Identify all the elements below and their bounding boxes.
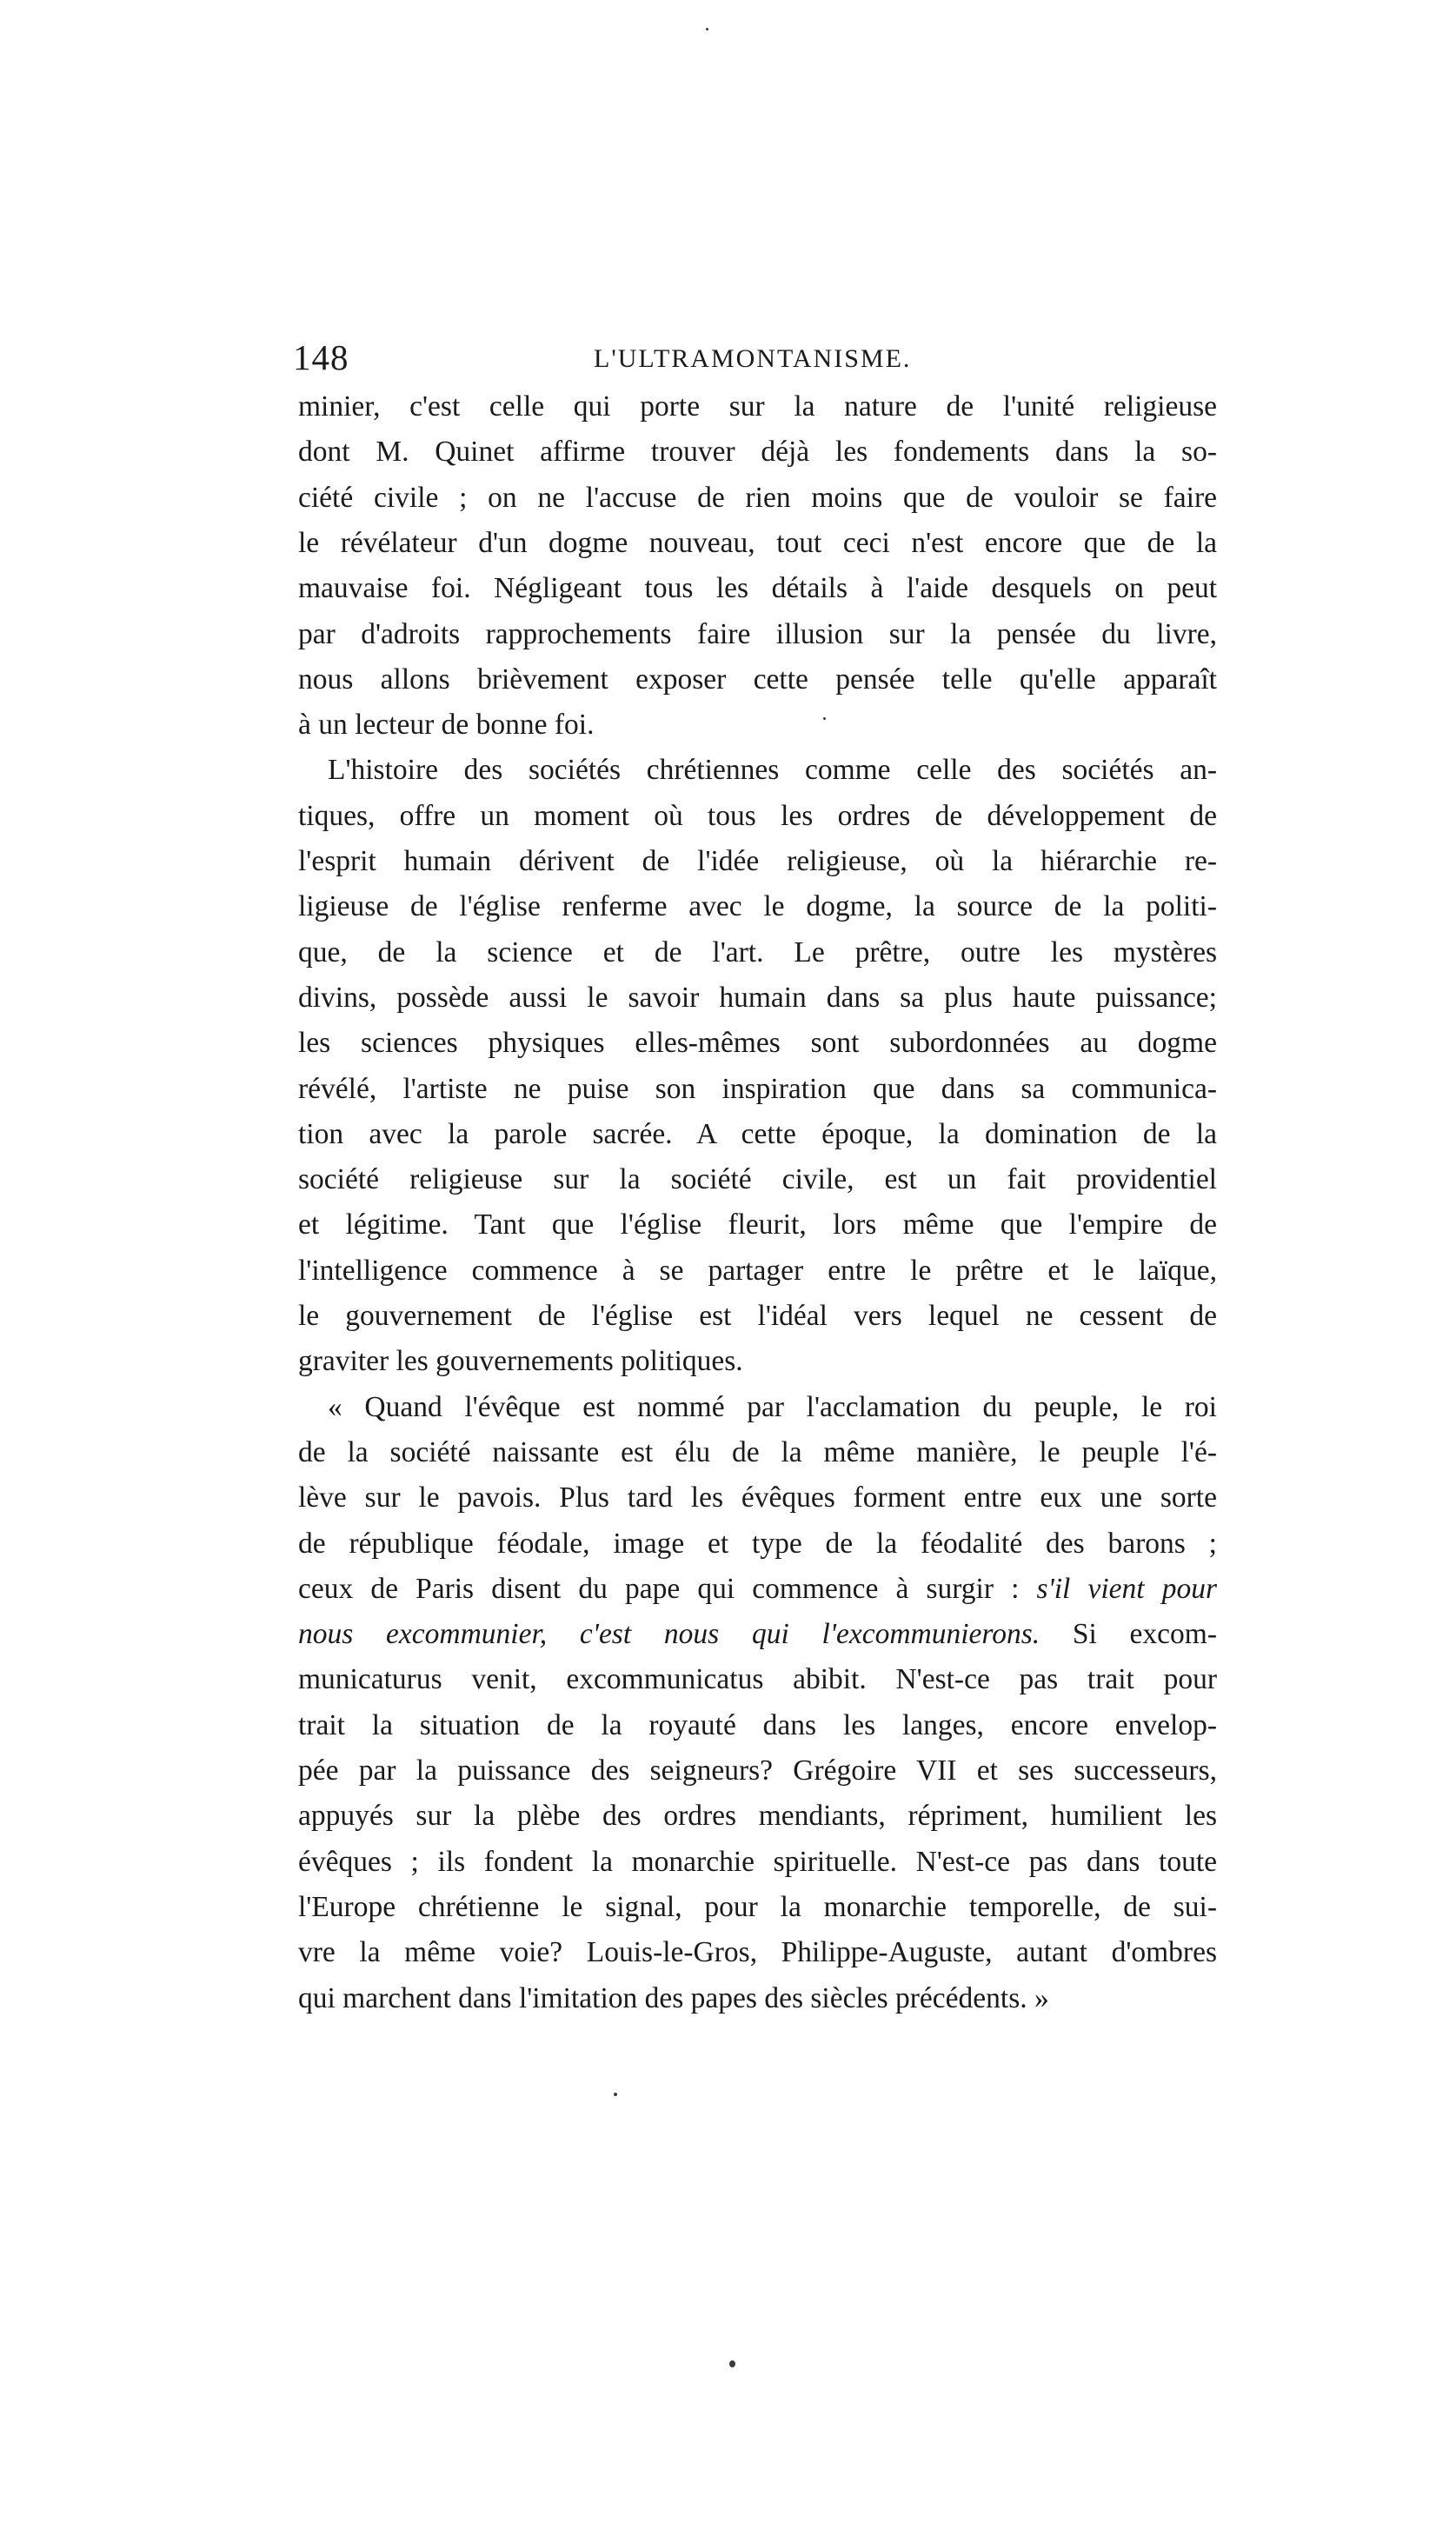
text-run: qui marchent dans l'imitation des papes des siècles précédents. » <box>298 1981 1049 2014</box>
text-line <box>298 839 1217 884</box>
text-line <box>328 1385 1217 1430</box>
text-run: ciété civile ; on ne l'accuse de rien moins que de vouloir se faire <box>298 481 1217 514</box>
text-line <box>298 1703 1217 1748</box>
text-line <box>328 748 1217 793</box>
running-title: L'ULTRAMONTANISME. <box>594 344 912 373</box>
text-run: tiques, offre un moment où tous les ordres de développement de <box>298 799 1217 832</box>
text-run: mauvaise foi. Négligeant tous les détails à l'aide desquels on peut <box>298 572 1217 605</box>
text-line <box>298 1157 1217 1202</box>
text-run: ligieuse de l'église renferme avec le dogme, la source de la politi- <box>298 890 1217 923</box>
text-run: ceux de Paris disent du pape qui commence à surgir : <box>298 1572 1037 1605</box>
text-line <box>298 476 1217 521</box>
text-run: graviter les gouvernements politiques. <box>298 1345 743 1378</box>
text-run: minier, c'est celle qui porte sur la nature de l'unité religieuse <box>298 390 1217 423</box>
text-run: que, de la science et de l'art. Le prêtre, outre les mystères <box>298 935 1217 969</box>
text-line <box>298 975 1217 1021</box>
text-run: l'esprit humain dérivent de l'idée religieuse, où la hiérarchie re- <box>298 845 1217 877</box>
ink-speck <box>706 28 708 30</box>
text-line <box>298 1475 1217 1521</box>
italic-text: nous excommunier, c'est nous qui l'excommunierons. <box>298 1618 1040 1651</box>
text-line <box>298 1567 1217 1612</box>
text-run: municaturus venit, excommunicatus abibit. N'est-ce pas trait pour <box>298 1663 1217 1696</box>
italic-text: s'il vient pour <box>1036 1572 1217 1605</box>
text-run: nous allons brièvement exposer cette pensée telle qu'elle apparaît <box>298 662 1217 696</box>
text-run: vre la même voie? Louis-le-Gros, Philippe-Auguste, autant d'ombres <box>298 1936 1217 1969</box>
text-line <box>298 1294 1217 1339</box>
text-line <box>298 1612 1217 1657</box>
text-line <box>298 1794 1217 1839</box>
ink-speck <box>614 2093 617 2096</box>
text-run: L'histoire des sociétés chrétiennes comme celle des sociétés an- <box>328 754 1217 787</box>
text-run: de la société naissante est élu de la même manière, le peuple l'é- <box>298 1435 1217 1468</box>
body-text <box>298 384 1217 2036</box>
text-line <box>298 521 1217 566</box>
text-line <box>298 794 1217 839</box>
text-line <box>298 1976 1217 2021</box>
text-run: révélé, l'artiste ne puise son inspiration que dans sa communica- <box>298 1072 1217 1105</box>
text-line <box>298 702 1217 748</box>
page-header <box>293 336 1214 379</box>
text-line <box>298 930 1217 975</box>
text-line <box>298 1430 1217 1475</box>
text-line <box>298 1021 1217 1066</box>
text-run: pée par la puissance des seigneurs? Grégoire VII et ses successeurs, <box>298 1754 1217 1787</box>
page-number: 148 <box>293 337 349 377</box>
text-run: à un lecteur de bonne foi. <box>298 709 595 742</box>
text-line <box>298 1112 1217 1157</box>
text-run: le révélateur d'un dogme nouveau, tout ceci n'est encore que de la <box>298 526 1217 559</box>
text-run: « Quand l'évêque est nommé par l'acclamation du peuple, le roi <box>328 1390 1217 1423</box>
text-run: Si excom- <box>1040 1618 1218 1651</box>
text-line <box>298 1339 1217 1384</box>
text-run: trait la situation de la royauté dans les langes, encore envelop- <box>298 1708 1217 1741</box>
text-run: l'Europe chrétienne le signal, pour la monarchie temporelle, de sui- <box>298 1890 1217 1923</box>
text-line <box>298 1885 1217 1930</box>
ink-speck <box>729 2360 735 2367</box>
text-run: par d'adroits rapprochements faire illusion sur la pensée du livre, <box>298 617 1217 650</box>
text-line <box>298 1748 1217 1794</box>
text-line <box>298 566 1217 611</box>
text-line <box>298 657 1217 702</box>
text-line <box>298 1067 1217 1112</box>
text-line <box>298 1248 1217 1294</box>
text-line <box>298 884 1217 929</box>
text-line <box>298 1657 1217 1702</box>
text-line <box>298 1930 1217 1975</box>
text-run: et légitime. Tant que l'église fleurit, lors même que l'empire de <box>298 1208 1217 1242</box>
text-line <box>298 1202 1217 1248</box>
text-run: lève sur le pavois. Plus tard les évêques forment entre eux une sorte <box>298 1481 1217 1514</box>
text-run: appuyés sur la plèbe des ordres mendiants, répriment, humilient les <box>298 1800 1217 1833</box>
text-run: de république féodale, image et type de la féodalité des barons ; <box>298 1527 1217 1560</box>
text-run: dont M. Quinet affirme trouver déjà les fondements dans la so- <box>298 436 1217 469</box>
text-run: les sciences physiques elles-mêmes sont subordonnées au dogme <box>298 1027 1217 1060</box>
text-line <box>298 429 1217 475</box>
text-line <box>298 1521 1217 1567</box>
text-run: société religieuse sur la société civile, est un fait providentiel <box>298 1163 1217 1196</box>
text-run: l'intelligence commence à se partager entre le prêtre et le laïque, <box>298 1254 1217 1287</box>
text-line <box>298 384 1217 429</box>
text-run: évêques ; ils fondent la monarchie spirituelle. N'est-ce pas dans toute <box>298 1845 1217 1878</box>
text-run: le gouvernement de l'église est l'idéal vers lequel ne cessent de <box>298 1300 1217 1332</box>
text-run: divins, possède aussi le savoir humain dans sa plus haute puissance; <box>298 981 1217 1014</box>
text-line <box>298 612 1217 657</box>
text-line <box>298 1840 1217 1885</box>
text-run: tion avec la parole sacrée. A cette époque, la domination de la <box>298 1117 1217 1150</box>
